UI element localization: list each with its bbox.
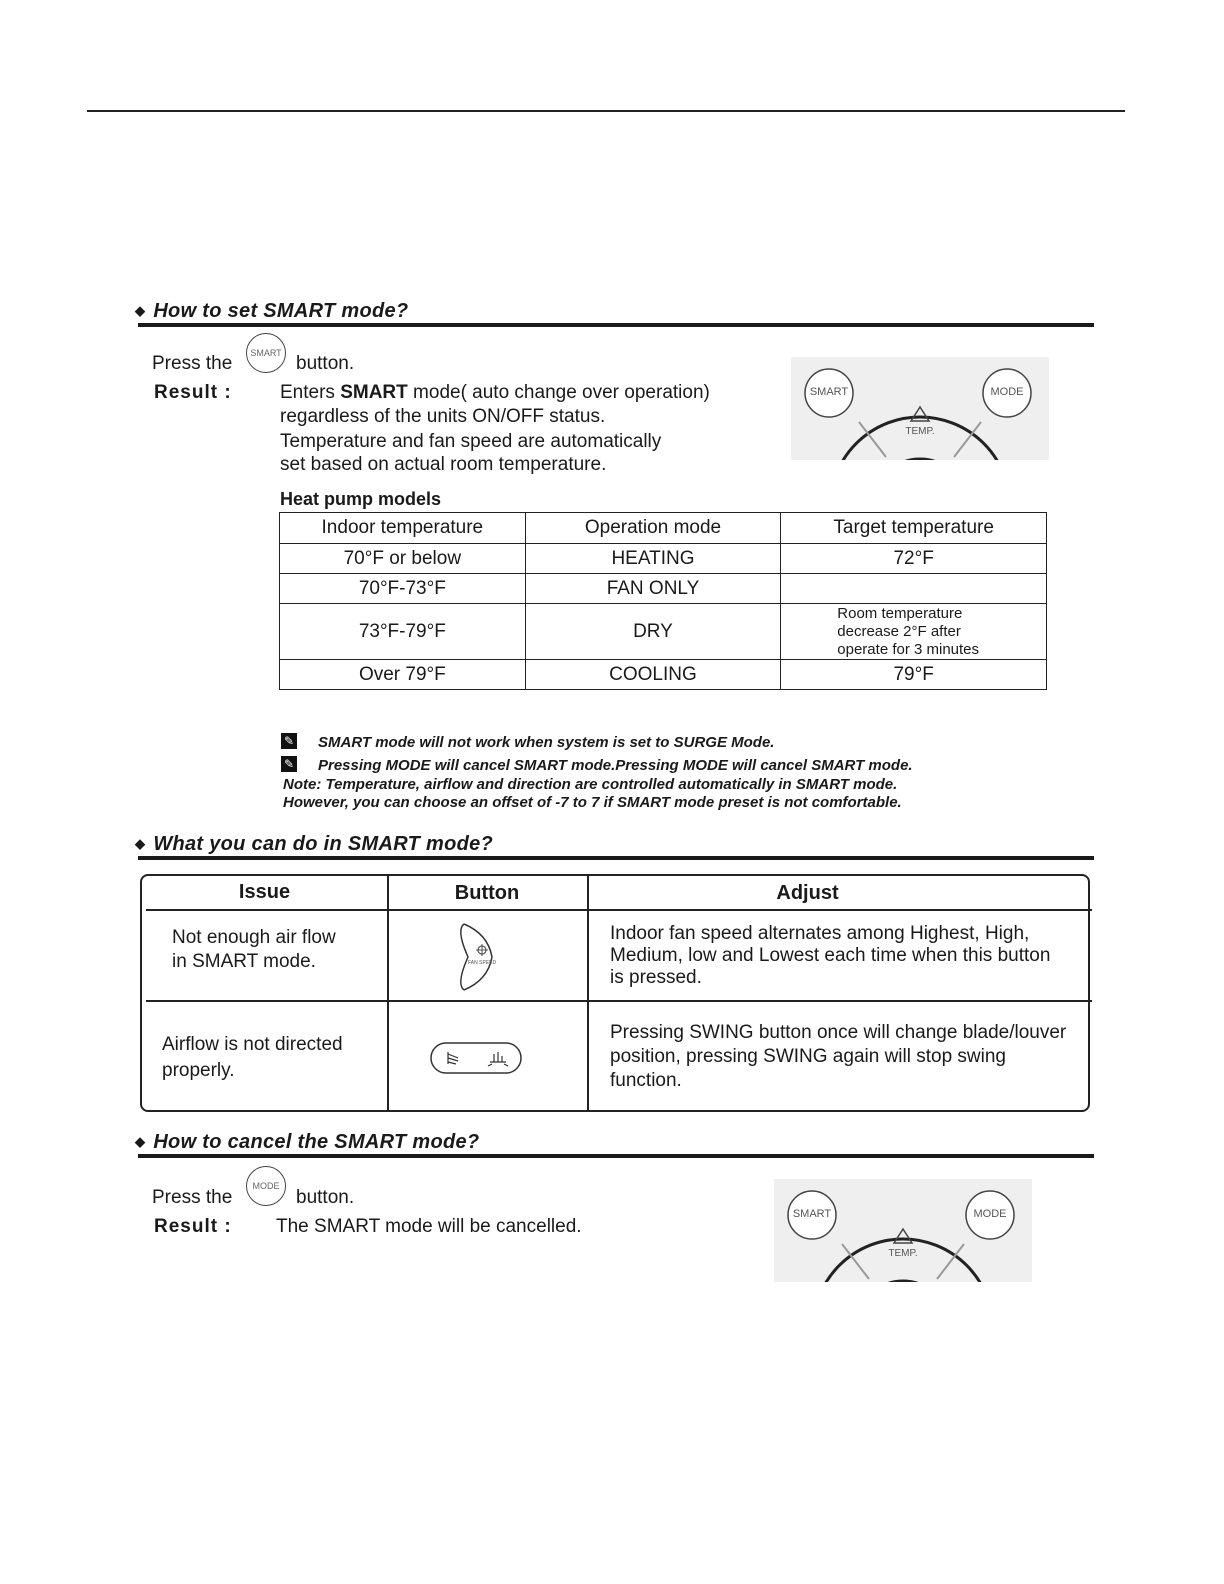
cell-target: 72°F bbox=[781, 544, 1047, 574]
header-indoor: Indoor temperature bbox=[280, 513, 526, 544]
result-text: The SMART mode will be cancelled. bbox=[276, 1216, 582, 1237]
header-adjust: Adjust bbox=[776, 882, 839, 904]
table-row bbox=[280, 604, 1047, 660]
issue-table bbox=[140, 874, 1090, 1112]
result-line-4: set based on actual room temperature. bbox=[280, 454, 607, 475]
note-pencil-icon: ✎ bbox=[281, 756, 297, 772]
section-rule bbox=[138, 856, 1094, 860]
cell-mode: COOLING bbox=[525, 660, 781, 690]
result-line-1: Enters SMART mode( auto change over operation) bbox=[280, 382, 710, 403]
section-title-cancel-smart: ◆ How to cancel the SMART mode? bbox=[135, 1131, 480, 1153]
cell-target: 79°F bbox=[781, 660, 1047, 690]
adjust-cell: Pressing SWING button once will change blade/louver position, pressing SWING again will stop swing function. bbox=[610, 1022, 1067, 1091]
issue-cell: Airflow is not directed properly. bbox=[162, 1034, 343, 1081]
cell-target bbox=[781, 574, 1047, 604]
remote-mode-label: MODE bbox=[973, 1208, 1007, 1220]
note-2: Pressing MODE will cancel SMART mode.Pressing MODE will cancel SMART mode. bbox=[318, 757, 913, 774]
result-label: Result : bbox=[154, 1216, 232, 1237]
remote-mode-label: MODE bbox=[990, 386, 1024, 398]
header-target: Target temperature bbox=[781, 513, 1047, 544]
result-line-2: regardless of the units ON/OFF status. bbox=[280, 406, 606, 427]
bullet-diamond-icon: ◆ bbox=[135, 303, 146, 318]
section-title-what-you-can-do: ◆ What you can do in SMART mode? bbox=[135, 833, 494, 855]
note-4: However, you can choose an offset of -7 to 7 if SMART mode preset is not comfortable. bbox=[283, 794, 902, 811]
bullet-diamond-icon: ◆ bbox=[135, 1134, 146, 1149]
table-row bbox=[280, 660, 1047, 690]
note-3: Note: Temperature, airflow and direction are controlled automatically in SMART mode. bbox=[283, 776, 898, 793]
cell-mode: FAN ONLY bbox=[525, 574, 781, 604]
remote-temp-label: TEMP. bbox=[888, 1248, 918, 1259]
swing-button-icon bbox=[430, 1042, 522, 1074]
table-row bbox=[280, 544, 1047, 574]
press-instruction-suffix: button. bbox=[296, 353, 355, 374]
section-rule bbox=[138, 323, 1094, 327]
header-mode: Operation mode bbox=[525, 513, 781, 544]
heat-pump-table bbox=[279, 512, 1047, 690]
result-line-3: Temperature and fan speed are automatically bbox=[280, 431, 662, 452]
row-divider bbox=[146, 909, 1092, 911]
top-rule bbox=[87, 110, 1125, 112]
smart-button-icon: SMART bbox=[246, 333, 286, 373]
cell-mode: HEATING bbox=[525, 544, 781, 574]
note-pencil-icon: ✎ bbox=[281, 733, 297, 749]
row-divider bbox=[146, 1000, 1092, 1002]
remote-illustration bbox=[774, 1179, 1032, 1282]
section-title-set-smart: ◆ How to set SMART mode? bbox=[135, 300, 409, 322]
bullet-diamond-icon: ◆ bbox=[135, 836, 146, 851]
header-issue: Issue bbox=[238, 881, 291, 903]
result-label: Result : bbox=[154, 382, 232, 403]
table-row bbox=[280, 574, 1047, 604]
column-divider bbox=[587, 876, 589, 1110]
press-instruction: Press the bbox=[152, 353, 233, 374]
press-instruction: Press the bbox=[152, 1187, 233, 1208]
cell-indoor: Over 79°F bbox=[280, 660, 526, 690]
table-header-row bbox=[280, 513, 1047, 544]
remote-temp-label: TEMP. bbox=[905, 426, 935, 437]
remote-dial-icon bbox=[774, 1179, 1032, 1282]
remote-smart-label: SMART bbox=[809, 386, 849, 398]
cell-indoor: 70°F-73°F bbox=[280, 574, 526, 604]
remote-smart-label: SMART bbox=[792, 1208, 832, 1220]
column-divider bbox=[387, 876, 389, 1110]
cell-indoor: 73°F-79°F bbox=[280, 604, 526, 660]
cell-target: Room temperature decrease 2°F after operate for 3 minutes bbox=[781, 604, 1047, 660]
fan-speed-button-icon: FAN SPEED bbox=[458, 920, 498, 994]
heat-pump-title: Heat pump models bbox=[280, 489, 442, 509]
adjust-cell: Indoor fan speed alternates among Highest, High, Medium, low and Lowest each time when this button is pressed. bbox=[610, 923, 1051, 988]
remote-dial-icon bbox=[791, 357, 1049, 460]
mode-button-icon: MODE bbox=[246, 1166, 286, 1206]
section-rule bbox=[138, 1154, 1094, 1158]
press-instruction-suffix: button. bbox=[296, 1187, 355, 1208]
cell-mode: DRY bbox=[525, 604, 781, 660]
issue-cell: Not enough air flow in SMART mode. bbox=[172, 927, 336, 972]
cell-indoor: 70°F or below bbox=[280, 544, 526, 574]
remote-illustration bbox=[791, 357, 1049, 460]
header-button: Button bbox=[454, 882, 520, 904]
note-1: SMART mode will not work when system is set to SURGE Mode. bbox=[318, 734, 775, 751]
